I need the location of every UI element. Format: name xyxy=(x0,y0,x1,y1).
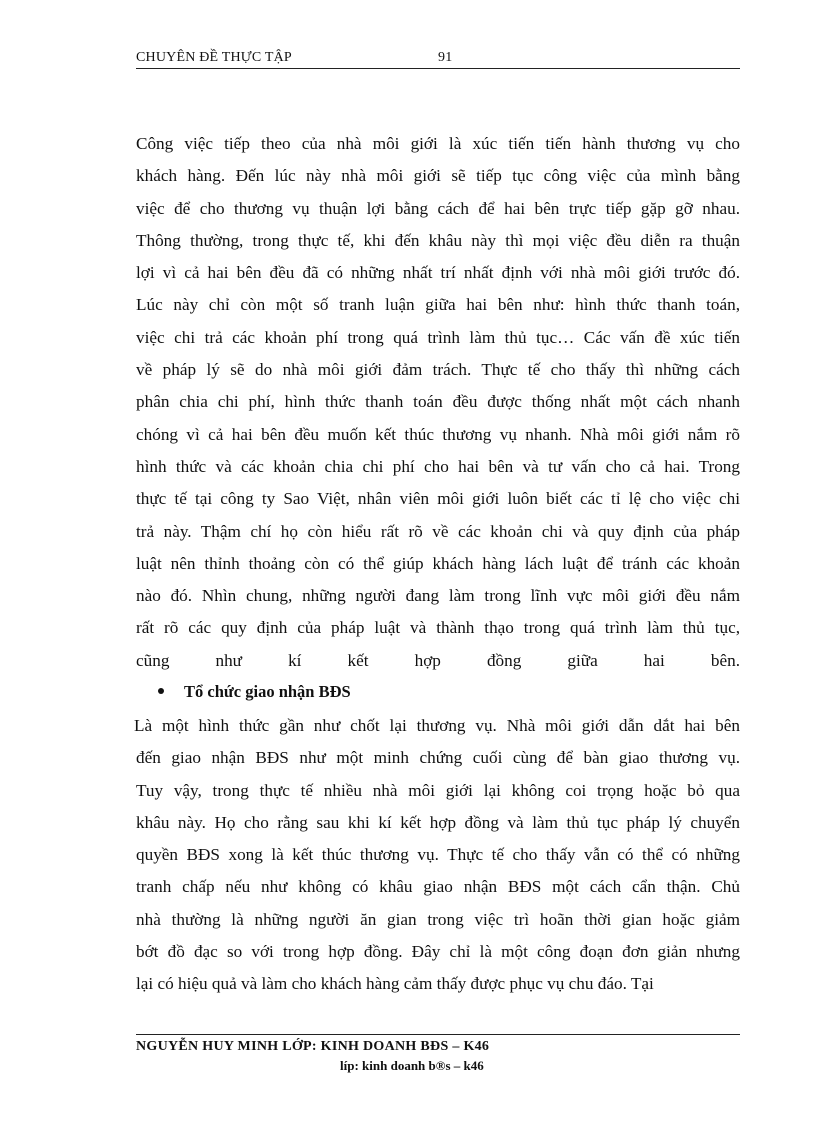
footer-author-class: NGUYỄN HUY MINH LỚP: KINH DOANH BĐS – K46 xyxy=(136,1039,490,1054)
text-line: lợi vì cả hai bên đều đã có những nhất trí nhất định với nhà môi giới trước đó. xyxy=(136,263,740,283)
paragraph-1 xyxy=(136,128,740,677)
text-line: nhà thường là những người ăn gian trong việc trì hoãn thời gian hoặc giảm xyxy=(136,909,740,929)
text-line: Công việc tiếp theo của nhà môi giới là xúc tiến tiến hành thương vụ cho xyxy=(136,134,740,153)
header-divider xyxy=(136,68,740,69)
text-line: đến giao nhận BĐS như một minh chứng cuối cùng để bàn giao thương vụ. xyxy=(136,748,740,768)
text-line: phân chia chi phí, hình thức thanh toán đều được thống nhất một cách nhanh xyxy=(136,392,740,412)
text-line: Lúc này chỉ còn một số tranh luận giữa hai bên như: hình thức thanh toán, xyxy=(136,295,740,315)
section-heading: Tổ chức giao nhận BĐS xyxy=(184,682,351,701)
page-number: 91 xyxy=(438,50,453,65)
text-line: tranh chấp nếu như không có khâu giao nhận BĐS một cách cẩn thận. Chủ xyxy=(136,877,740,897)
text-line: về pháp lý sẽ do nhà môi giới đảm trách. Thực tế cho thấy thì những cách xyxy=(136,360,740,380)
text-line: nào đó. Nhìn chung, những người đang làm trong lĩnh vực môi giới đều nắm xyxy=(136,586,740,606)
text-line: khâu này. Họ cho rằng sau khi kí kết hợp đồng và làm thủ tục pháp lý chuyển xyxy=(136,812,740,832)
page-header xyxy=(136,50,740,70)
text-line: Tuy vậy, trong thực tế nhiều nhà môi giới lại không coi trọng hoặc bỏ qua xyxy=(136,780,740,800)
text-line: chóng vì cả hai bên đều muốn kết thúc thương vụ nhanh. Nhà môi giới nắm rõ xyxy=(136,424,740,444)
text-line: việc để cho thương vụ thuận lợi bằng cách để hai bên trực tiếp gặp gỡ nhau. xyxy=(136,198,740,218)
header-title: CHUYÊN ĐỀ THỰC TẬP xyxy=(136,50,292,65)
text-line: rất rõ các quy định của pháp luật và thành thạo trong quá trình làm thủ tục, xyxy=(136,618,740,638)
text-line: hình thức và các khoản chia chi phí cho hai bên và tư vấn cho cả hai. Trong xyxy=(136,456,740,476)
text-line: cũng như kí kết hợp đồng giữa hai bên. xyxy=(136,650,740,670)
section-heading-bullet xyxy=(158,682,351,702)
text-line: thực tế tại công ty Sao Việt, nhân viên môi giới luôn biết các tỉ lệ cho việc chi xyxy=(136,489,740,509)
footer-divider xyxy=(136,1034,740,1035)
text-line: Thông thường, trong thực tế, khi đến khâu này thì mọi việc đều diễn ra thuận xyxy=(136,230,740,250)
text-line: khách hàng. Đến lúc này nhà môi giới sẽ tiếp tục công việc của mình bằng xyxy=(136,166,740,186)
bullet-icon xyxy=(158,688,164,694)
text-line: luật nên thỉnh thoảng còn có thể giúp khách hàng lách luật để tránh các khoản xyxy=(136,553,740,573)
text-line: trả này. Thậm chí họ còn hiểu rất rõ về các khoản chi và quy định của pháp xyxy=(136,521,740,541)
text-line: việc chi trả các khoản phí trong quá trình làm thủ tục… Các vấn đề xúc tiến xyxy=(136,327,740,347)
paragraph-2 xyxy=(136,710,740,1001)
text-line: lại có hiệu quả và làm cho khách hàng cảm thấy được phục vụ chu đáo. Tại xyxy=(136,974,654,994)
text-line: bớt đồ đạc so với trong hợp đồng. Đây chỉ là một công đoạn đơn giản nhưng xyxy=(136,942,740,962)
text-line: Là một hình thức gần như chốt lại thương vụ. Nhà môi giới dẫn dắt hai bên xyxy=(134,716,740,735)
text-line: quyền BĐS xong là kết thúc thương vụ. Thực tế cho thấy vẫn có thể có những xyxy=(136,845,740,865)
footer-class-garbled: líp: kinh doanh b®s – k46 xyxy=(340,1058,484,1073)
